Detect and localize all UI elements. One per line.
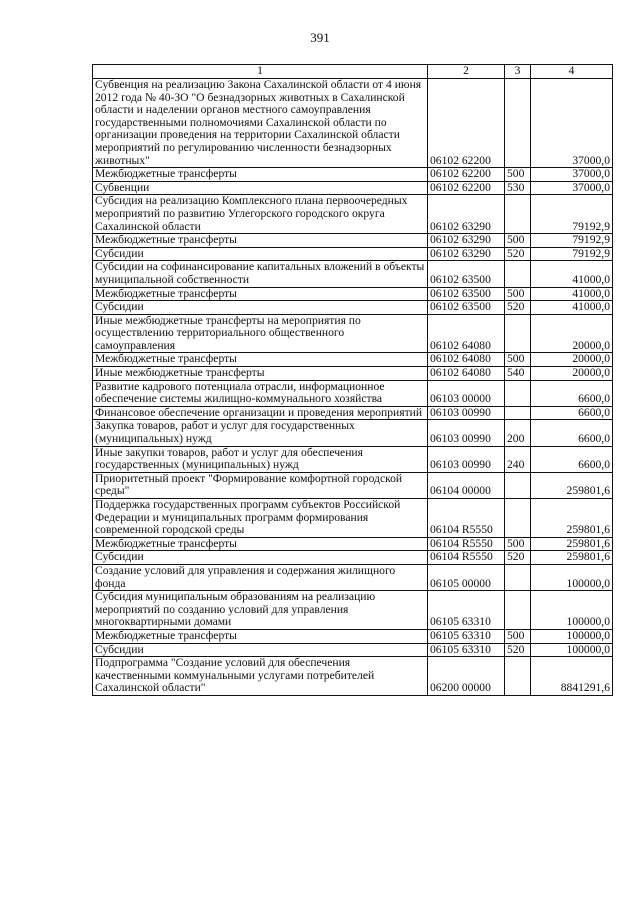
budget-table [92, 64, 613, 696]
name-cell: Закупка товаров, работ и услуг для государственных (муниципальных) нужд [93, 420, 428, 446]
amount-cell: 6600,0 [531, 380, 613, 406]
code-cell: 06103 00990 [428, 406, 505, 420]
table-row [93, 629, 613, 643]
name-cell: Поддержка государственных программ субъектов Российской Федерации и муниципальных программ формирования современной городской среды [93, 499, 428, 538]
type-cell [505, 406, 531, 420]
name-cell: Межбюджетные трансферты [93, 537, 428, 551]
name-cell: Развитие кадрового потенциала отрасли, информационное обеспечение системы жилищно-коммунального хозяйства [93, 380, 428, 406]
amount-cell: 79192,9 [531, 247, 613, 261]
table-row [93, 168, 613, 182]
name-cell: Межбюджетные трансферты [93, 353, 428, 367]
name-cell: Субсидии на софинансирование капитальных вложений в объекты муниципальной собственности [93, 261, 428, 287]
type-cell [505, 564, 531, 590]
code-cell: 06102 63500 [428, 261, 505, 287]
amount-cell: 41000,0 [531, 287, 613, 301]
table-row [93, 261, 613, 287]
amount-cell: 37000,0 [531, 79, 613, 168]
table-row [93, 472, 613, 498]
type-cell: 500 [505, 629, 531, 643]
header-row [93, 65, 613, 79]
name-cell: Межбюджетные трансферты [93, 629, 428, 643]
header-cell-type: 3 [505, 65, 531, 79]
code-cell: 06105 63310 [428, 629, 505, 643]
type-cell: 520 [505, 301, 531, 315]
amount-cell: 37000,0 [531, 181, 613, 195]
table-row [93, 287, 613, 301]
table-row [93, 367, 613, 381]
type-cell: 520 [505, 643, 531, 657]
table-row [93, 314, 613, 353]
code-cell: 06105 63310 [428, 591, 505, 630]
type-cell: 520 [505, 247, 531, 261]
type-cell: 200 [505, 420, 531, 446]
type-cell: 500 [505, 234, 531, 248]
name-cell: Приоритетный проект "Формирование комфортной городской среды" [93, 472, 428, 498]
amount-cell: 6600,0 [531, 406, 613, 420]
amount-cell: 41000,0 [531, 301, 613, 315]
amount-cell: 37000,0 [531, 168, 613, 182]
amount-cell: 79192,9 [531, 195, 613, 234]
amount-cell: 20000,0 [531, 367, 613, 381]
name-cell: Субсидия на реализацию Комплексного плана первоочередных мероприятий по развитию Углегорского городского округа Сахалинской области [93, 195, 428, 234]
code-cell: 06103 00990 [428, 446, 505, 472]
code-cell: 06102 63500 [428, 301, 505, 315]
code-cell: 06102 63290 [428, 247, 505, 261]
table-row [93, 420, 613, 446]
amount-cell: 6600,0 [531, 446, 613, 472]
code-cell: 06104 00000 [428, 472, 505, 498]
table-row [93, 247, 613, 261]
type-cell: 540 [505, 367, 531, 381]
code-cell: 06102 64080 [428, 367, 505, 381]
code-cell: 06102 63290 [428, 195, 505, 234]
table-row [93, 643, 613, 657]
name-cell: Субвенция на реализацию Закона Сахалинской области от 4 июня 2012 года № 40-ЗО "О безнадзорных животных в Сахалинской области и наделении органов местного самоуправления государственными полномочиями Сахалинской области по организации проведения на территории Сахалинской области мероприятий по регулированию численности безнадзорных животных" [93, 79, 428, 168]
table-row [93, 353, 613, 367]
code-cell: 06102 64080 [428, 314, 505, 353]
amount-cell: 20000,0 [531, 353, 613, 367]
amount-cell: 6600,0 [531, 420, 613, 446]
type-cell [505, 314, 531, 353]
table-row [93, 446, 613, 472]
table-row [93, 195, 613, 234]
table-row [93, 499, 613, 538]
name-cell: Субсидии [93, 301, 428, 315]
name-cell: Субсидии [93, 643, 428, 657]
type-cell [505, 591, 531, 630]
table-row [93, 551, 613, 565]
table-row [93, 234, 613, 248]
amount-cell: 100000,0 [531, 591, 613, 630]
table-row [93, 181, 613, 195]
code-cell: 06102 62200 [428, 168, 505, 182]
table-row [93, 79, 613, 168]
amount-cell: 79192,9 [531, 234, 613, 248]
type-cell [505, 79, 531, 168]
code-cell: 06102 62200 [428, 181, 505, 195]
name-cell: Иные межбюджетные трансферты [93, 367, 428, 381]
amount-cell: 20000,0 [531, 314, 613, 353]
type-cell [505, 657, 531, 696]
name-cell: Подпрограмма "Создание условий для обеспечения качественными коммунальными услугами потребителей Сахалинской области" [93, 657, 428, 696]
amount-cell: 259801,6 [531, 551, 613, 565]
name-cell: Субвенции [93, 181, 428, 195]
type-cell: 240 [505, 446, 531, 472]
name-cell: Субсидии [93, 247, 428, 261]
type-cell [505, 380, 531, 406]
name-cell: Межбюджетные трансферты [93, 234, 428, 248]
type-cell: 500 [505, 168, 531, 182]
name-cell: Межбюджетные трансферты [93, 287, 428, 301]
type-cell: 500 [505, 537, 531, 551]
table-row [93, 657, 613, 696]
type-cell [505, 195, 531, 234]
amount-cell: 259801,6 [531, 499, 613, 538]
code-cell: 06103 00000 [428, 380, 505, 406]
name-cell: Иные межбюджетные трансферты на мероприятия по осуществлению территориального общественного самоуправления [93, 314, 428, 353]
header-cell-amount: 4 [531, 65, 613, 79]
name-cell: Субсидия муниципальным образованиям на реализацию мероприятий по созданию условий для управления многоквартирными домами [93, 591, 428, 630]
code-cell: 06102 62200 [428, 79, 505, 168]
code-cell: 06104 R5550 [428, 537, 505, 551]
table-row [93, 380, 613, 406]
table-row [93, 591, 613, 630]
amount-cell: 100000,0 [531, 643, 613, 657]
type-cell: 530 [505, 181, 531, 195]
table-row [93, 301, 613, 315]
type-cell: 500 [505, 353, 531, 367]
name-cell: Создание условий для управления и содержания жилищного фонда [93, 564, 428, 590]
type-cell [505, 472, 531, 498]
amount-cell: 259801,6 [531, 472, 613, 498]
amount-cell: 8841291,6 [531, 657, 613, 696]
name-cell: Финансовое обеспечение организации и проведения мероприятий [93, 406, 428, 420]
code-cell: 06104 R5550 [428, 499, 505, 538]
code-cell: 06102 63500 [428, 287, 505, 301]
code-cell: 06102 63290 [428, 234, 505, 248]
name-cell: Межбюджетные трансферты [93, 168, 428, 182]
code-cell: 06102 64080 [428, 353, 505, 367]
amount-cell: 100000,0 [531, 629, 613, 643]
name-cell: Иные закупки товаров, работ и услуг для обеспечения государственных (муниципальных) нужд [93, 446, 428, 472]
table-row [93, 564, 613, 590]
type-cell [505, 261, 531, 287]
table-row [93, 406, 613, 420]
page-number: 391 [310, 30, 330, 45]
amount-cell: 41000,0 [531, 261, 613, 287]
type-cell [505, 499, 531, 538]
header-cell-code: 2 [428, 65, 505, 79]
amount-cell: 100000,0 [531, 564, 613, 590]
code-cell: 06104 R5550 [428, 551, 505, 565]
code-cell: 06105 63310 [428, 643, 505, 657]
header-cell-name: 1 [93, 65, 428, 79]
code-cell: 06103 00990 [428, 420, 505, 446]
type-cell: 500 [505, 287, 531, 301]
type-cell: 520 [505, 551, 531, 565]
code-cell: 06200 00000 [428, 657, 505, 696]
code-cell: 06105 00000 [428, 564, 505, 590]
name-cell: Субсидии [93, 551, 428, 565]
amount-cell: 259801,6 [531, 537, 613, 551]
table-row [93, 537, 613, 551]
